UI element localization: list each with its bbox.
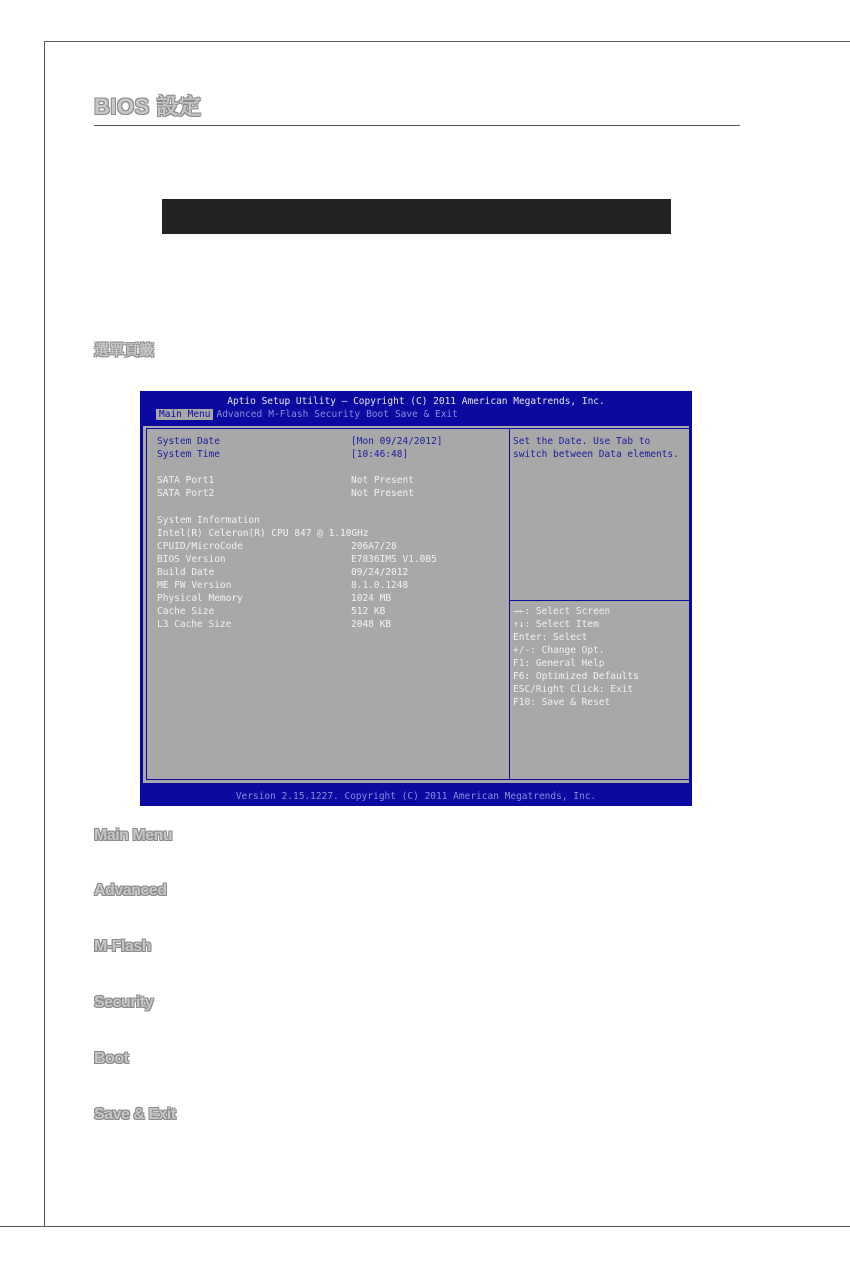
cache-size-value: 512 KB bbox=[351, 606, 386, 617]
heading-boot: Boot bbox=[94, 1050, 129, 1067]
bios-screenshot bbox=[140, 391, 692, 806]
sata-port2-value: Not Present bbox=[351, 488, 414, 499]
cpuid-label: CPUID/MicroCode bbox=[157, 541, 243, 552]
bios-frame bbox=[146, 428, 691, 780]
help-text-line: switch between Data elements. bbox=[513, 449, 679, 460]
heading-m-flash: M-Flash bbox=[94, 938, 151, 955]
key-legend-exit: ESC/Right Click: Exit bbox=[513, 684, 634, 695]
section-heading: 選單頁籤 bbox=[94, 342, 155, 359]
bios-version-label: BIOS Version bbox=[157, 554, 226, 565]
page-border-left bbox=[44, 41, 45, 1226]
key-legend-save-reset: F10: Save & Reset bbox=[513, 697, 611, 708]
bios-title: Aptio Setup Utility – Copyright (C) 2011 American Megatrends, Inc. bbox=[227, 396, 605, 407]
tab-security[interactable]: Security bbox=[314, 409, 361, 420]
bios-tab-bar bbox=[156, 409, 461, 420]
bios-main-panel bbox=[143, 426, 689, 783]
black-banner bbox=[162, 199, 671, 234]
cpu-name-label: Intel(R) Celeron(R) CPU 847 @ 1.10GHz bbox=[157, 528, 369, 539]
heading-save-exit: Save & Exit bbox=[94, 1106, 176, 1123]
me-fw-version-label: ME FW Version bbox=[157, 580, 232, 591]
key-legend-select-item: ↑↓: Select Item bbox=[513, 619, 599, 630]
l3-cache-size-label: L3 Cache Size bbox=[157, 619, 232, 630]
sata-port1-value: Not Present bbox=[351, 475, 414, 486]
heading-main-menu: Main Menu bbox=[94, 827, 173, 844]
page-border-bottom bbox=[0, 1226, 850, 1227]
system-date-value[interactable]: [Mon 09/24/2012] bbox=[351, 436, 443, 447]
system-information-label: System Information bbox=[157, 515, 260, 526]
build-date-label: Build Date bbox=[157, 567, 215, 578]
system-date-label[interactable]: System Date bbox=[157, 436, 220, 447]
tab-save-exit[interactable]: Save & Exit bbox=[394, 409, 458, 420]
bios-version-value: E7836IMS V1.0B5 bbox=[351, 554, 437, 565]
bios-divider-vertical bbox=[509, 428, 510, 780]
bios-footer: Version 2.15.1227. Copyright (C) 2011 American Megatrends, Inc. bbox=[235, 791, 597, 802]
help-text-line: Set the Date. Use Tab to bbox=[513, 436, 651, 447]
me-fw-version-value: 8.1.0.1248 bbox=[351, 580, 409, 591]
tab-m-flash[interactable]: M-Flash bbox=[268, 409, 309, 420]
tab-main-menu[interactable]: Main Menu bbox=[156, 409, 213, 420]
key-legend-change-opt: +/-: Change Opt. bbox=[513, 645, 605, 656]
system-time-value[interactable]: [10:46:48] bbox=[351, 449, 409, 460]
physical-memory-label: Physical Memory bbox=[157, 593, 243, 604]
key-legend-select-screen: →←: Select Screen bbox=[513, 606, 611, 617]
page-title: BIOS 設定 bbox=[94, 94, 202, 119]
physical-memory-value: 1024 MB bbox=[351, 593, 392, 604]
bios-divider-horizontal bbox=[510, 600, 691, 601]
key-legend-enter: Enter: Select bbox=[513, 632, 588, 643]
title-rule bbox=[94, 125, 740, 126]
sata-port1-label: SATA Port1 bbox=[157, 475, 215, 486]
cache-size-label: Cache Size bbox=[157, 606, 215, 617]
system-time-label[interactable]: System Time bbox=[157, 449, 220, 460]
key-legend-general-help: F1: General Help bbox=[513, 658, 605, 669]
sata-port2-label: SATA Port2 bbox=[157, 488, 215, 499]
tab-boot[interactable]: Boot bbox=[366, 409, 389, 420]
page-border-top bbox=[44, 41, 850, 42]
tab-advanced[interactable]: Advanced bbox=[216, 409, 263, 420]
cpuid-value: 206A7/28 bbox=[351, 541, 397, 552]
heading-advanced: Advanced bbox=[94, 882, 167, 899]
build-date-value: 09/24/2012 bbox=[351, 567, 409, 578]
l3-cache-size-value: 2048 KB bbox=[351, 619, 392, 630]
heading-security: Security bbox=[94, 994, 154, 1011]
key-legend-optimized-defaults: F6: Optimized Defaults bbox=[513, 671, 639, 682]
